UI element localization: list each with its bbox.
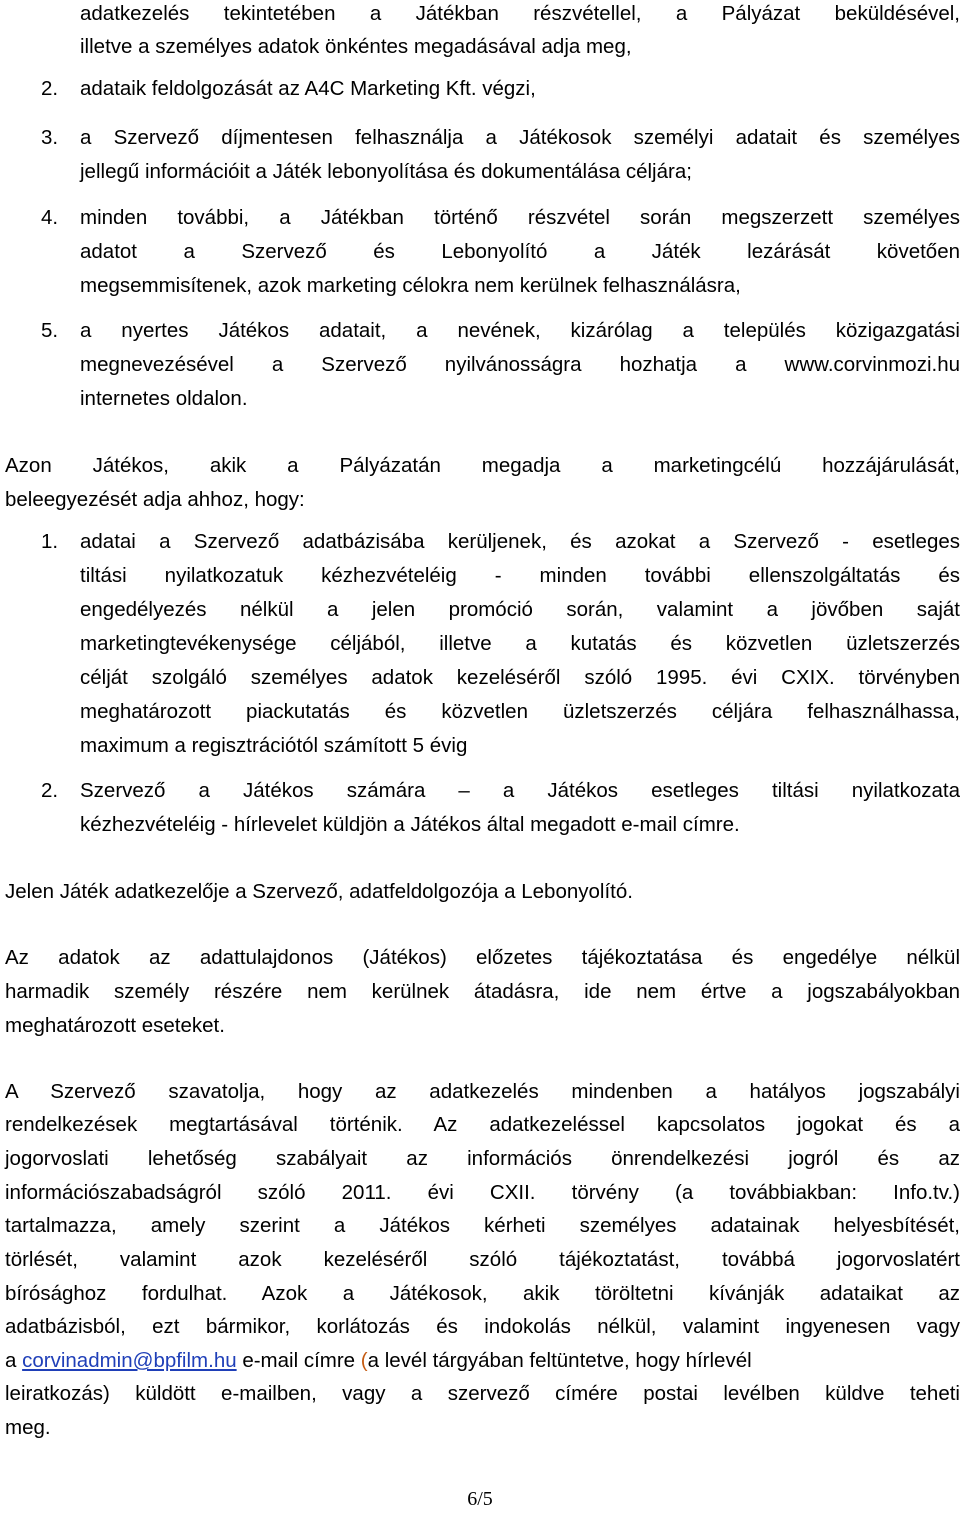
text-line: adatbázisból, ezt bármikor, korlátozás és indokolás nélkül, valamint ingyenesen vagy: [5, 1315, 960, 1338]
list-number: 2.: [41, 77, 59, 100]
text-line-with-email: [5, 1344, 960, 1378]
text-line: tiltási nyilatkozatuk kézhezvételéig - minden további ellenszolgáltatás és: [80, 564, 960, 587]
text-line: Szervező a Játékos számára – a Játékos esetleges tiltási nyilatkozata: [80, 779, 960, 802]
text-line: a Szervező díjmentesen felhasználja a Játékosok személyi adatait és személyes: [80, 126, 960, 149]
text-line: megsemmisítenek, azok marketing célokra nem kerülnek felhasználásra,: [80, 274, 741, 297]
page-number: 6/5: [467, 1488, 493, 1510]
text-line: célját szolgáló személyes adatok kezeléséről szóló 1995. évi CXIX. törvényben: [80, 666, 960, 689]
text-line: illetve a személyes adatok önkéntes megadásával adja meg,: [80, 35, 632, 58]
text-line: engedélyezés nélkül a jelen promóció során, valamint a jövőben saját: [80, 598, 960, 621]
text-fragment-prefix: a: [5, 1349, 23, 1372]
text-line: jellegű információit a Játék lebonyolítása és dokumentálása céljára;: [80, 160, 692, 183]
text-line: adatai a Szervező adatbázisába kerüljenek, és azokat a Szervező - esetleges: [80, 530, 960, 553]
text-fragment-suffix: a levél tárgyában feltüntetve, hogy hírlevél: [367, 1349, 752, 1372]
text-line: harmadik személy részére nem kerülnek átadásra, ide nem értve a jogszabályokban: [5, 980, 960, 1003]
text-line: meghatározott piackutatás és közvetlen üzletszerzés céljára felhasználhassa,: [80, 700, 960, 723]
text-fragment: [5, 1344, 752, 1378]
text-line: bírósághoz fordulhat. Azok a Játékosok, akik töröltetni kívánják adataikat az: [5, 1282, 960, 1305]
text-line: törlését, valamint azok kezeléséről szóló tájékoztatást, továbbá jogorvoslatért: [5, 1248, 960, 1271]
list-number: 4.: [41, 206, 59, 229]
text-line: jogorvoslati lehetőség szabályait az információs önrendelkezési jogról és az: [5, 1147, 960, 1170]
list-number: 3.: [41, 126, 59, 149]
paren-mark: (: [360, 1349, 368, 1372]
text-line: a nyertes Játékos adatait, a nevének, kizárólag a település közigazgatási: [80, 319, 960, 342]
text-line: beleegyezését adja ahhoz, hogy:: [5, 488, 305, 511]
text-line: maximum a regisztrációtól számított 5 évig: [80, 734, 468, 757]
text-line: minden további, a Játékban történő részvétel során megszerzett személyes: [80, 206, 960, 229]
text-line: marketingtevékenysége céljából, illetve a kutatás és közvetlen üzletszerzés: [80, 632, 960, 655]
text-line: meghatározott eseteket.: [5, 1014, 225, 1037]
list-number: 5.: [41, 319, 59, 342]
list-number: 2.: [41, 779, 59, 802]
text-line: internetes oldalon.: [80, 387, 248, 410]
text-line: kézhezvételéig - hírlevelet küldjön a Játékos által megadott e-mail címre.: [80, 813, 740, 836]
text-line: Az adatok az adattulajdonos (Játékos) előzetes tájékoztatása és engedélye nélkül: [5, 946, 960, 969]
text-line: információszabadságról szóló 2011. évi CXII. törvény (a továbbiakban: Info.tv.): [5, 1181, 960, 1204]
email-link[interactable]: corvinadmin@bpfilm.hu: [22, 1349, 237, 1372]
text-line: Azon Játékos, akik a Pályázatán megadja a marketingcélú hozzájárulását,: [5, 454, 960, 477]
list-number: 1.: [41, 530, 59, 553]
text-line: tartalmazza, amely szerint a Játékos kérheti személyes adatainak helyesbítését,: [5, 1214, 960, 1237]
text-line: rendelkezések megtartásával történik. Az adatkezeléssel kapcsolatos jogokat és a: [5, 1113, 960, 1136]
text-line: adatkezelés tekintetében a Játékban részvétellel, a Pályázat beküldésével,: [80, 2, 960, 25]
text-line: leiratkozás) küldött e-mailben, vagy a szervező címére postai levélben küldve teheti: [5, 1382, 960, 1405]
text-fragment-middle: e-mail címre: [236, 1349, 361, 1372]
paragraph-controller: Jelen Játék adatkezelője a Szervező, adatfeldolgozója a Lebonyolító.: [5, 880, 633, 903]
text-line: adatot a Szervező és Lebonyolító a Játék lezárását követően: [80, 240, 960, 263]
text-line: meg.: [5, 1416, 51, 1439]
text-line: megnevezésével a Szervező nyilvánosságra hozhatja a www.corvinmozi.hu: [80, 353, 960, 376]
text-line: adataik feldolgozását az A4C Marketing Kft. végzi,: [80, 77, 536, 100]
text-line: A Szervező szavatolja, hogy az adatkezelés mindenben a hatályos jogszabályi: [5, 1080, 960, 1103]
